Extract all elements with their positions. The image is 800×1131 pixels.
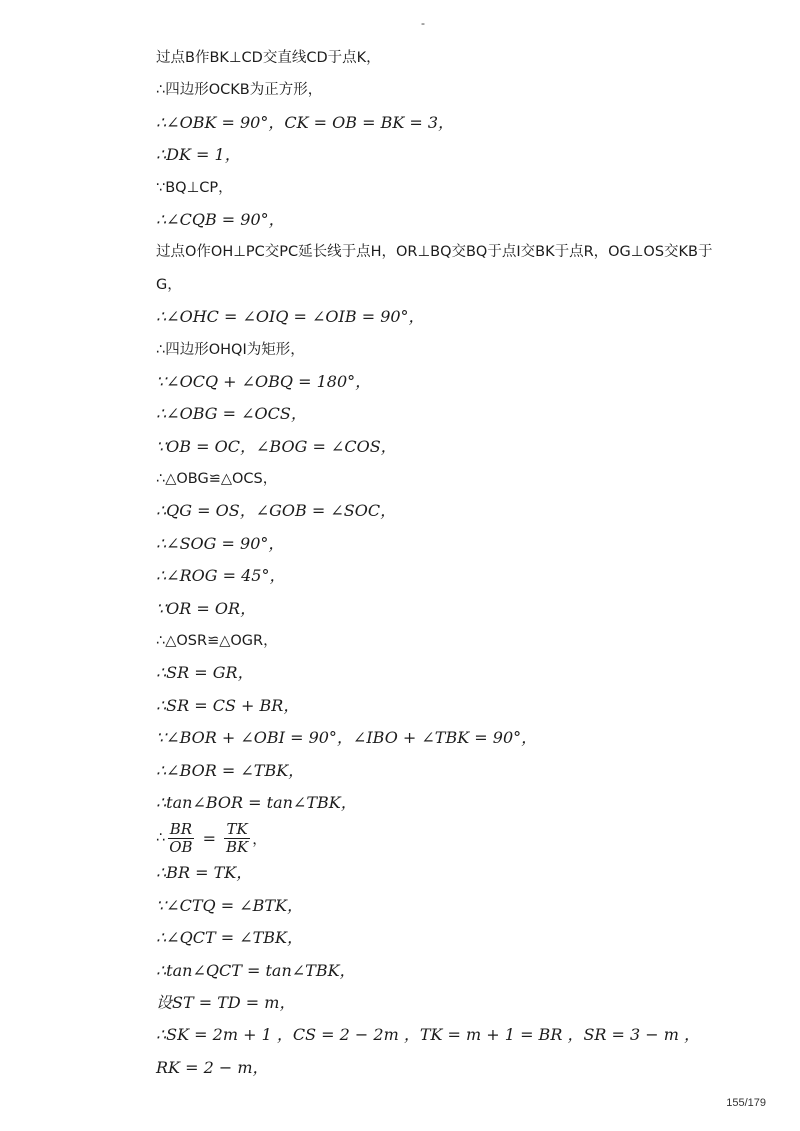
fraction-equation-line (156, 819, 746, 857)
fraction-right-numerator: TK (226, 819, 248, 838)
solution-line: ∴DK = 1， (156, 145, 241, 165)
solution-line: ∴∠CQB = 90°， (156, 209, 285, 229)
solution-line: ∴∠SOG = 90°， (156, 533, 285, 553)
solution-line: ∴SR = CS + BR， (156, 695, 300, 715)
solution-line: ∴四边形OHQI为矩形， (156, 341, 305, 358)
solution-line: ∴∠OHC = ∠OIQ = ∠OIB = 90°， (156, 307, 425, 327)
solution-line: ∴tan∠BOR = tan∠TBK， (156, 792, 357, 812)
solution-line: ∵∠CTQ = ∠BTK， (156, 895, 303, 915)
solution-line: ∵BQ⊥CP， (156, 179, 233, 196)
solution-line: ∴∠BOR = ∠TBK， (156, 760, 305, 780)
solution-line: 过点O作OH⊥PC交PC延长线于点H，OR⊥BQ交BQ于点I交BK于点R，OG⊥OS交KB于 (156, 244, 713, 261)
solution-line: 过点B作BK⊥CD交直线CD于点K， (156, 50, 381, 66)
solution-line: ∴SK = 2m + 1 ，CS = 2 − 2m ，TK = m + 1 = BR ，SR = 3 − m ， (156, 1025, 701, 1045)
solution-lines-after (156, 857, 746, 1084)
solution-line: ∵∠BOR + ∠OBI = 90°，∠IBO + ∠TBK = 90°， (156, 728, 538, 748)
solution-line: G， (156, 276, 182, 293)
solution-line: ∴∠OBK = 90°，CK = OB = BK = 3， (156, 112, 455, 132)
fraction-right-denominator: BK (225, 837, 249, 856)
fraction-left-denominator: OB (169, 837, 193, 856)
solution-line: ∴QG = OS，∠GOB = ∠SOC， (156, 501, 397, 521)
fraction-left (167, 821, 194, 856)
solution-line: ∴∠QCT = ∠TBK， (156, 928, 303, 948)
solution-line: 设ST = TD = m， (156, 992, 296, 1012)
page-number: 155/179 (726, 1097, 766, 1109)
fraction-right (224, 821, 250, 856)
fraction-equals: = (202, 828, 216, 848)
solution-line: ∴∠ROG = 45°， (156, 566, 286, 586)
solution-line: ∴SR = GR， (156, 663, 254, 683)
solution-line: ∴△OBG≌△OCS， (156, 471, 278, 488)
solution-line: ∴∠OBG = ∠OCS， (156, 404, 307, 424)
solution-line: ∴tan∠QCT = tan∠TBK， (156, 960, 356, 980)
fraction-suffix: ， (252, 831, 267, 848)
solution-lines-before (156, 42, 746, 819)
fraction-left-numerator: BR (169, 819, 193, 838)
solution-line: ∴△OSR≌△OGR， (156, 633, 278, 650)
solution-body (156, 42, 746, 1084)
solution-line: ∵OB = OC，∠BOG = ∠COS， (156, 436, 397, 456)
page-header-mark: - (421, 16, 425, 30)
solution-line: RK = 2 − m， (156, 1057, 269, 1077)
fraction-prefix: ∴ (156, 830, 166, 847)
solution-line: ∴四边形OCKB为正方形， (156, 82, 323, 99)
solution-line: ∴BR = TK， (156, 863, 253, 883)
solution-line: ∵∠OCQ + ∠OBQ = 180°， (156, 371, 372, 391)
solution-line: ∵OR = OR， (156, 598, 257, 618)
